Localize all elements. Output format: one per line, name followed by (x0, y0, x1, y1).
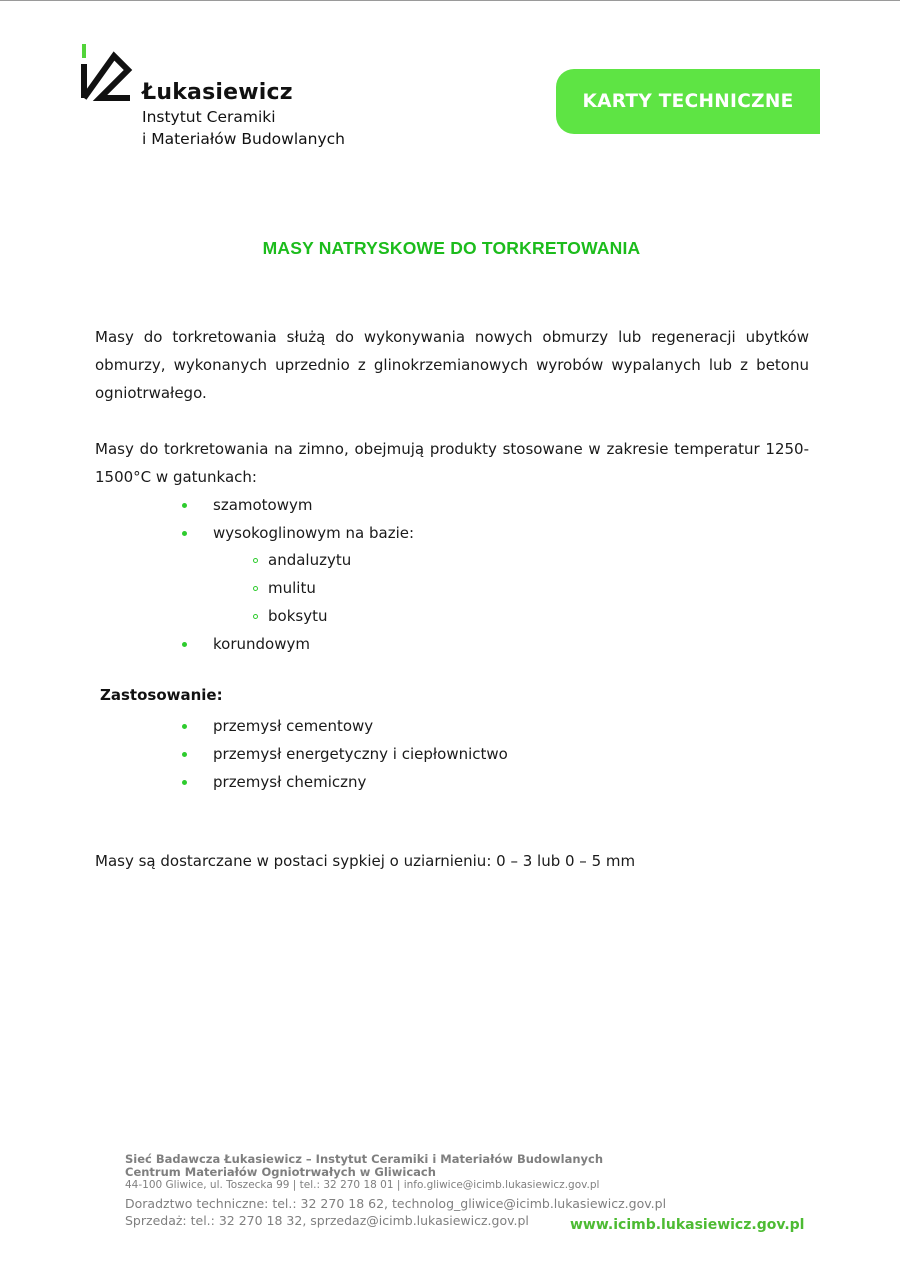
institute-name-line2: i Materiałów Budowlanych (142, 130, 345, 148)
list-item: korundowym (213, 635, 310, 653)
green-ring-bullet-icon (253, 558, 258, 563)
green-ring-bullet-icon (253, 586, 258, 591)
green-dot-bullet-icon (182, 780, 187, 785)
footer-technical-contact: Doradztwo techniczne: tel.: 32 270 18 62, technolog_gliwice@icimb.lukasiewicz.gov.pl (125, 1196, 667, 1211)
document-title: MASY NATRYSKOWE DO TORKRETOWANIA (262, 238, 641, 258)
sub-list-item: mulitu (268, 579, 316, 597)
green-dot-bullet-icon (182, 642, 187, 647)
green-ring-bullet-icon (253, 614, 258, 619)
institute-name-line1: Instytut Ceramiki (142, 108, 276, 126)
institute-logo (80, 44, 380, 154)
list-item: szamotowym (213, 496, 313, 514)
green-dot-bullet-icon (182, 503, 187, 508)
lukasiewicz-logo-icon (80, 44, 136, 104)
footer-center: Centrum Materiałów Ogniotrwałych w Gliwicach (125, 1165, 436, 1179)
footer-address: 44-100 Gliwice, ul. Toszecka 99 | tel.: 32 270 18 01 | info.gliwice@icimb.lukasiewicz.gov.pl (125, 1179, 600, 1191)
top-border-line (0, 0, 900, 1)
applications-heading: Zastosowanie: (100, 686, 223, 704)
website-link[interactable]: www.icimb.lukasiewicz.gov.pl (570, 1217, 805, 1233)
delivery-info: Masy są dostarczane w postaci sypkiej o uziarnieniu: 0 – 3 lub 0 – 5 mm (95, 852, 636, 870)
brand-name: Łukasiewicz (142, 80, 293, 105)
technical-sheets-badge: KARTY TECHNICZNE (556, 69, 820, 134)
list-item: przemysł cementowy (213, 717, 374, 735)
intro-paragraph: Masy do torkretowania służą do wykonywania nowych obmurzy lub regeneracji ubytków obmurzy, wykonanych uprzednio z glinokrzemianowych wyrobów wypalanych lub z betonu ogniotrwałego. (95, 328, 809, 402)
green-dot-bullet-icon (182, 724, 187, 729)
sub-list-item: andaluzytu (268, 551, 352, 569)
green-dot-bullet-icon (182, 752, 187, 757)
footer-organization: Sieć Badawcza Łukasiewicz – Instytut Ceramiki i Materiałów Budowlanych (125, 1152, 604, 1166)
footer-sales-contact: Sprzedaż: tel.: 32 270 18 32, sprzedaz@icimb.lukasiewicz.gov.pl (125, 1213, 529, 1228)
list-item: przemysł energetyczny i ciepłownictwo (213, 745, 508, 763)
list-item: przemysł chemiczny (213, 773, 367, 791)
grades-paragraph: Masy do torkretowania na zimno, obejmują produkty stosowane w zakresie temperatur 1250-1500°C w gatunkach: (95, 440, 809, 486)
sub-list-item: boksytu (268, 607, 328, 625)
green-dot-bullet-icon (182, 531, 187, 536)
list-item: wysokoglinowym na bazie: (213, 524, 415, 542)
